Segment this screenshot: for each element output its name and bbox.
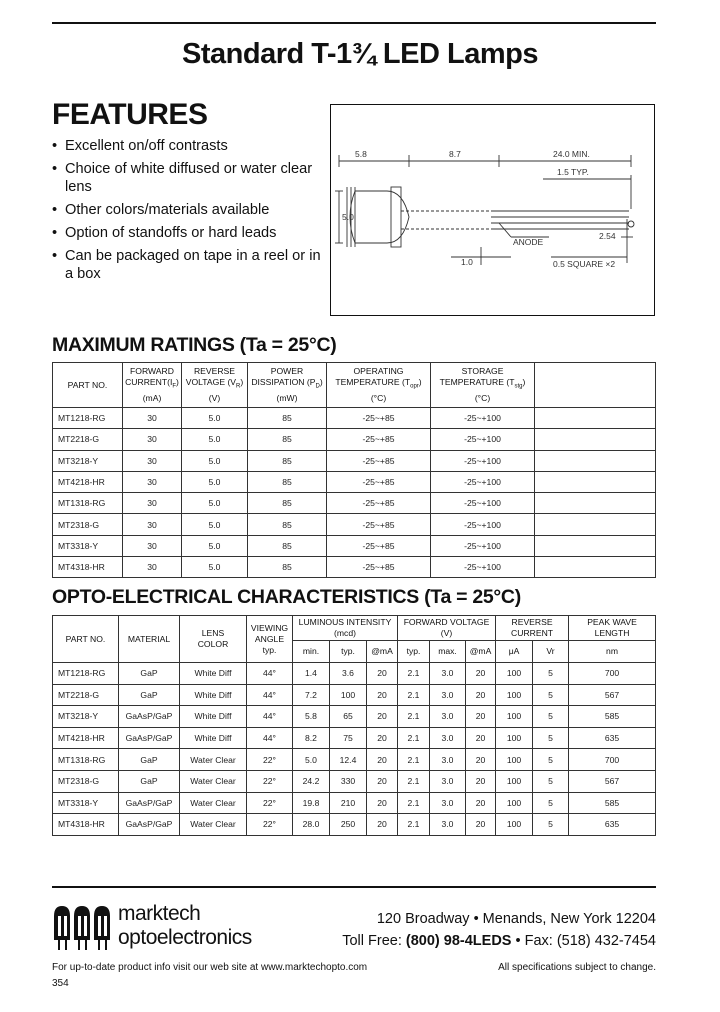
table-cell: 22° [247, 770, 293, 792]
table-cell: 3.0 [430, 792, 466, 814]
col-lum-ma: @mA [367, 641, 398, 663]
table-cell: 22° [247, 749, 293, 771]
table-cell: 30 [123, 450, 182, 471]
table-cell: 7.2 [293, 684, 330, 706]
col-lum-min: min. [293, 641, 330, 663]
table-cell: -25~+85 [327, 429, 431, 450]
company-address: 120 Broadway • Menands, New York 12204 [376, 911, 656, 927]
table-cell: White Diff [180, 684, 247, 706]
col-lens-color: LENS COLOR [180, 616, 247, 663]
feature-item: • Can be packaged on tape in a reel or in a box [52, 247, 322, 283]
table-cell-blank [535, 450, 656, 471]
table-cell: 8.2 [293, 727, 330, 749]
table-cell: 5 [533, 792, 569, 814]
table-cell: 20 [367, 706, 398, 728]
dim-5-8-label: 5.8 [355, 149, 367, 159]
table-cell: 3.0 [430, 814, 466, 836]
table-cell: 567 [569, 684, 656, 706]
part-number-cell: MT3218-Y [53, 450, 123, 471]
table-cell: GaP [119, 770, 180, 792]
col-viewing-angle: VIEWING ANGLE typ. [247, 616, 293, 663]
table-cell: -25~+100 [431, 429, 535, 450]
company-name-line2: optoelectronics [118, 926, 252, 949]
table-cell: 2.1 [398, 706, 430, 728]
table-cell: 24.2 [293, 770, 330, 792]
table-cell: 5.0 [182, 493, 248, 514]
col-fv-ma: @mA [466, 641, 496, 663]
table-cell-blank [535, 557, 656, 578]
table-cell: White Diff [180, 663, 247, 685]
table-cell: 85 [248, 557, 327, 578]
table-row [53, 663, 656, 685]
col-luminous-intensity: LUMINOUS INTENSITY (mcd) [293, 616, 398, 641]
table-cell: 5 [533, 684, 569, 706]
col-rc-vr: Vr [533, 641, 569, 663]
table-cell: Water Clear [180, 792, 247, 814]
table-cell: 85 [248, 429, 327, 450]
table-cell: GaAsP/GaP [119, 706, 180, 728]
col-forward-voltage: FORWARD VOLTAGE (V) [398, 616, 496, 641]
top-rule [52, 22, 656, 24]
table-row [53, 471, 656, 492]
page-title: Standard T-1¾ LED Lamps [182, 38, 538, 70]
table-cell: 85 [248, 514, 327, 535]
col-material: MATERIAL [119, 616, 180, 663]
table-row [53, 770, 656, 792]
table-cell: 30 [123, 408, 182, 429]
page-number: 354 [52, 978, 69, 989]
table-cell: White Diff [180, 706, 247, 728]
table-cell: 100 [496, 749, 533, 771]
company-name [118, 902, 252, 950]
table-cell: 20 [466, 749, 496, 771]
company-phone: Toll Free: (800) 98-4LEDS • Fax: (518) 432-7454 [342, 933, 656, 949]
table-cell: Water Clear [180, 770, 247, 792]
table-cell: 2.1 [398, 663, 430, 685]
table-cell: GaP [119, 749, 180, 771]
part-number-cell: MT4318-HR [53, 557, 123, 578]
bottom-rule [52, 886, 656, 888]
table-cell: 85 [248, 493, 327, 514]
table-cell-blank [535, 408, 656, 429]
part-number-cell: MT2318-G [53, 770, 119, 792]
max-ratings-table [52, 362, 656, 578]
table-cell: 585 [569, 792, 656, 814]
table-cell: 700 [569, 663, 656, 685]
led-logo-icon [52, 904, 114, 950]
part-number-cell: MT2218-G [53, 429, 123, 450]
table-cell-blank [535, 493, 656, 514]
table-cell: 5.0 [293, 749, 330, 771]
table-cell: -25~+85 [327, 450, 431, 471]
col-storage-temp: STORAGE TEMPERATURE $(T_{stg})$ (°C) [431, 363, 535, 408]
table-cell: 20 [367, 727, 398, 749]
table-cell: 5 [533, 663, 569, 685]
opto-body [53, 663, 656, 836]
table-cell: 85 [248, 535, 327, 556]
dim-8-7-label: 8.7 [449, 149, 461, 159]
table-cell: Water Clear [180, 814, 247, 836]
table-cell: 5.8 [293, 706, 330, 728]
table-cell: -25~+100 [431, 450, 535, 471]
table-row [53, 557, 656, 578]
table-cell: 5.0 [182, 514, 248, 535]
table-cell: 20 [466, 684, 496, 706]
table-cell: -25~+85 [327, 557, 431, 578]
feature-item: • Other colors/materials available [52, 201, 322, 219]
dim-1-0-label: 1.0 [461, 257, 473, 267]
part-number-cell: MT2218-G [53, 684, 119, 706]
table-cell: 100 [496, 770, 533, 792]
table-cell: 5 [533, 727, 569, 749]
table-cell: 635 [569, 727, 656, 749]
table-cell: 100 [496, 684, 533, 706]
table-cell: -25~+100 [431, 535, 535, 556]
dimension-diagram [330, 104, 655, 316]
col-reverse-voltage: REVERSE VOLTAGE $(V_R)$ (V) [182, 363, 248, 408]
features-heading: FEATURES [52, 98, 208, 131]
table-row [53, 792, 656, 814]
disclaimer: All specifications subject to change. [498, 962, 656, 973]
table-cell: 20 [466, 727, 496, 749]
feature-item: • Excellent on/off contrasts [52, 137, 322, 155]
part-number-cell: MT1218-RG [53, 663, 119, 685]
col-power-dissipation: POWER DISSIPATION $(P_D)$ (mW) [248, 363, 327, 408]
table-cell: 44° [247, 684, 293, 706]
table-cell: -25~+85 [327, 408, 431, 429]
table-cell: 5 [533, 814, 569, 836]
opto-table [52, 615, 656, 836]
table-cell: 12.4 [330, 749, 367, 771]
table-cell: 100 [496, 706, 533, 728]
table-cell: 330 [330, 770, 367, 792]
table-cell: 1.4 [293, 663, 330, 685]
table-cell: -25~+85 [327, 471, 431, 492]
table-cell: -25~+100 [431, 471, 535, 492]
table-cell-blank [535, 471, 656, 492]
table-cell: 85 [248, 408, 327, 429]
table-row [53, 535, 656, 556]
table-cell: White Diff [180, 727, 247, 749]
part-number-cell: MT2318-G [53, 514, 123, 535]
opto-heading: OPTO-ELECTRICAL CHARACTERISTICS (Ta = 25°C) [52, 586, 521, 608]
table-cell: 85 [248, 471, 327, 492]
table-cell: 20 [367, 770, 398, 792]
part-number-cell: MT4318-HR [53, 814, 119, 836]
table-cell: 44° [247, 706, 293, 728]
table-cell: 65 [330, 706, 367, 728]
max-ratings-body [53, 408, 656, 578]
table-cell: GaAsP/GaP [119, 792, 180, 814]
table-cell: 44° [247, 727, 293, 749]
dim-24-0-label: 24.0 MIN. [553, 149, 590, 159]
table-cell: 19.8 [293, 792, 330, 814]
table-cell: GaAsP/GaP [119, 814, 180, 836]
part-number-cell: MT4218-HR [53, 727, 119, 749]
col-fv-max: max. [430, 641, 466, 663]
marktech-logo [52, 904, 114, 955]
table-cell: 20 [466, 663, 496, 685]
col-lum-typ: typ. [330, 641, 367, 663]
col-pw-nm: nm [569, 641, 656, 663]
table-cell: 100 [330, 684, 367, 706]
table-cell: 567 [569, 770, 656, 792]
table-cell: 5.0 [182, 450, 248, 471]
table-cell-blank [535, 429, 656, 450]
table-cell: 20 [466, 814, 496, 836]
table-cell: 5 [533, 706, 569, 728]
dim-0-5-label: 0.5 SQUARE ×2 [553, 259, 616, 269]
table-cell: 30 [123, 471, 182, 492]
table-cell: 100 [496, 663, 533, 685]
table-cell-blank [535, 514, 656, 535]
table-cell: 100 [496, 727, 533, 749]
table-cell: 100 [496, 814, 533, 836]
dim-5-0-label: 5.0 [342, 212, 354, 222]
table-cell: 28.0 [293, 814, 330, 836]
company-name-line1: marktech [118, 902, 201, 925]
part-number-cell: MT4218-HR [53, 471, 123, 492]
table-cell: 700 [569, 749, 656, 771]
table-cell: GaP [119, 663, 180, 685]
table-cell: 44° [247, 663, 293, 685]
table-cell: 100 [496, 792, 533, 814]
table-cell: 2.1 [398, 792, 430, 814]
toll-free-number: (800) 98-4LEDS [405, 933, 512, 949]
table-cell: 30 [123, 535, 182, 556]
table-row [53, 514, 656, 535]
dim-1-5-label: 1.5 TYP. [557, 167, 589, 177]
col-fv-typ: typ. [398, 641, 430, 663]
table-cell-blank [535, 535, 656, 556]
table-cell: -25~+100 [431, 408, 535, 429]
max-ratings-heading: MAXIMUM RATINGS (Ta = 25°C) [52, 334, 337, 356]
col-peak-wavelength: PEAK WAVE LENGTH [569, 616, 656, 641]
table-row [53, 706, 656, 728]
table-cell: 30 [123, 429, 182, 450]
table-cell: GaP [119, 684, 180, 706]
part-number-cell: MT3218-Y [53, 706, 119, 728]
col-blank [535, 363, 656, 408]
col-part-no: PART NO. [53, 363, 123, 408]
table-cell: -25~+100 [431, 514, 535, 535]
feature-item: • Choice of white diffused or water clear lens [52, 160, 322, 196]
part-number-cell: MT3318-Y [53, 535, 123, 556]
table-cell: 2.1 [398, 814, 430, 836]
table-cell: 75 [330, 727, 367, 749]
table-cell: 2.1 [398, 749, 430, 771]
col-rc-ua: μA [496, 641, 533, 663]
table-cell: 5.0 [182, 471, 248, 492]
table-cell: 5.0 [182, 557, 248, 578]
website-note: For up-to-date product info visit our web site at www.marktechopto.com [52, 962, 368, 973]
table-row [53, 450, 656, 471]
table-row [53, 408, 656, 429]
led-outline-drawing [331, 105, 653, 314]
table-row [53, 684, 656, 706]
table-cell: 3.0 [430, 727, 466, 749]
table-cell: 3.0 [430, 706, 466, 728]
col-part-no: PART NO. [53, 616, 119, 663]
table-cell: 5.0 [182, 535, 248, 556]
table-row [53, 814, 656, 836]
feature-item: • Option of standoffs or hard leads [52, 224, 322, 242]
table-cell: -25~+100 [431, 493, 535, 514]
table-cell: 22° [247, 792, 293, 814]
table-cell: 20 [367, 749, 398, 771]
part-number-cell: MT3318-Y [53, 792, 119, 814]
table-cell: GaAsP/GaP [119, 727, 180, 749]
table-cell: 20 [466, 792, 496, 814]
table-cell: 3.0 [430, 749, 466, 771]
table-cell: 5.0 [182, 429, 248, 450]
table-cell: 5 [533, 749, 569, 771]
table-cell: -25~+85 [327, 535, 431, 556]
table-cell: 30 [123, 493, 182, 514]
table-cell: 5 [533, 770, 569, 792]
table-cell: 20 [367, 663, 398, 685]
table-cell: -25~+85 [327, 514, 431, 535]
table-cell: 3.0 [430, 684, 466, 706]
table-cell: -25~+100 [431, 557, 535, 578]
col-forward-current: FORWARD $CURRENT(I_F)$ (mA) [123, 363, 182, 408]
table-cell: 3.6 [330, 663, 367, 685]
table-cell: 250 [330, 814, 367, 836]
company-contact [342, 908, 656, 952]
anode-label: ANODE [513, 237, 544, 247]
features-list [52, 137, 322, 288]
table-row [53, 493, 656, 514]
part-number-cell: MT1318-RG [53, 493, 123, 514]
table-cell: 20 [466, 770, 496, 792]
part-number-cell: MT1318-RG [53, 749, 119, 771]
table-cell: 3.0 [430, 770, 466, 792]
col-reverse-current: REVERSE CURRENT [496, 616, 569, 641]
col-operating-temp: OPERATING TEMPERATURE $(T_{opr})$ (°C) [327, 363, 431, 408]
table-cell: 635 [569, 814, 656, 836]
table-cell: -25~+85 [327, 493, 431, 514]
table-cell: 210 [330, 792, 367, 814]
table-cell: 20 [367, 792, 398, 814]
dim-2-54-label: 2.54 [599, 231, 616, 241]
table-cell: 2.1 [398, 727, 430, 749]
table-cell: 20 [367, 684, 398, 706]
table-cell: 3.0 [430, 663, 466, 685]
part-number-cell: MT1218-RG [53, 408, 123, 429]
table-row [53, 727, 656, 749]
table-cell: Water Clear [180, 749, 247, 771]
table-cell: 20 [367, 814, 398, 836]
table-cell: 30 [123, 514, 182, 535]
table-cell: 20 [466, 706, 496, 728]
table-cell: 85 [248, 450, 327, 471]
table-cell: 2.1 [398, 770, 430, 792]
table-cell: 2.1 [398, 684, 430, 706]
table-row [53, 429, 656, 450]
table-row [53, 749, 656, 771]
table-cell: 585 [569, 706, 656, 728]
table-cell: 22° [247, 814, 293, 836]
table-cell: 30 [123, 557, 182, 578]
table-cell: 5.0 [182, 408, 248, 429]
